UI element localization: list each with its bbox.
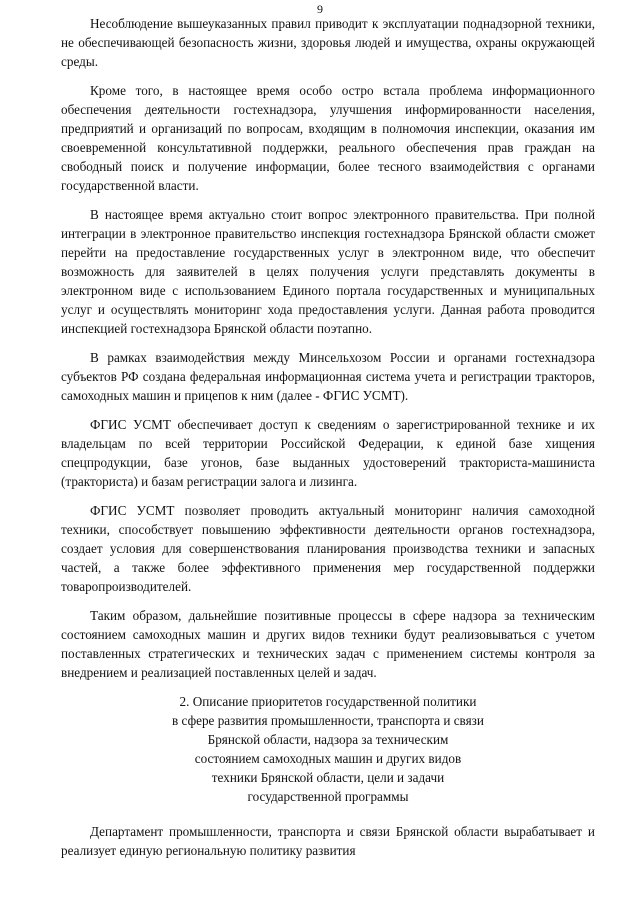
heading-line: в сфере развития промышленности, транспорта и связи xyxy=(172,713,484,728)
heading-line: 2. Описание приоритетов государственной политики xyxy=(179,694,477,709)
heading-line: государственной программы xyxy=(247,789,409,804)
page-number: 9 xyxy=(317,2,323,16)
paragraph-information-support: Кроме того, в настоящее время особо остро встала проблема информационного обеспечения деятельности гостехнадзора, улучшения информированности населения, предприятий и организаций по вопросам, входящим в полномочия инспекции, оказания им своевременной консультативной поддержки, реального обеспечения прав граждан на свободный поиск и получение информации, более тесного взаимодействия с органами государственной власти. xyxy=(61,83,595,193)
paragraph-fgis-monitoring: ФГИС УСМТ позволяет проводить актуальный мониторинг наличия самоходной техники, способствует повышению эффективности деятельности органов гостехнадзора, создает условия для совершенствования планирования производства техники и запасных частей, а также более эффективного применения мер государственной поддержки товаропроизводителей. xyxy=(61,503,595,594)
paragraph-fgis-access: ФГИС УСМТ обеспечивает доступ к сведениям о зарегистрированной технике и их владельцам по всей территории Российской Федерации, к единой базе хищения спецпродукции, базе угонов, базе выданных удостоверений тракториста-машиниста (тракториста) и базам регистрации залога и лизинга. xyxy=(61,417,595,489)
paragraph-e-government: В настоящее время актуально стоит вопрос электронного правительства. При полной интеграции в электронное правительство инспекция гостехнадзора Брянской области сможет перейти на предоставление государственных услуг в электронном виде, что обеспечит возможность для заявителей в целях получения услуги представлять документы в электронном виде с использованием Единого портала государственных и муниципальных услуг и осуществлять мониторинг хода предоставления услуги. Данная работа проводится инспекцией гостехнадзора Брянской области поэтапно. xyxy=(61,207,595,336)
heading-line: состоянием самоходных машин и других видов xyxy=(194,751,462,766)
paragraph-noncompliance: Несоблюдение вышеуказанных правил приводит к эксплуатации поднадзорной техники, не обеспечивающей безопасность жизни, здоровья людей и имущества, охраны окружающей среды. xyxy=(61,16,595,69)
heading-line: Брянской области, надзора за техническим xyxy=(207,732,449,747)
heading-line: техники Брянской области, цели и задачи xyxy=(211,770,445,785)
paragraph-conclusion: Таким образом, дальнейшие позитивные процессы в сфере надзора за техническим состоянием самоходных машин и других видов техники будут реализовываться с учетом поставленных стратегических и технических задач с применением системы контроля за внедрением и реализацией поставленных целей и задач. xyxy=(61,608,595,680)
paragraph-department: Департамент промышленности, транспорта и связи Брянской области вырабатывает и реализует единую региональную политику развития xyxy=(61,824,595,858)
paragraph-fgis-creation: В рамках взаимодействия между Минсельхозом России и органами гостехнадзора субъектов РФ создана федеральная информационная система учета и регистрации тракторов, самоходных машин и прицепов к ним (далее - ФГИС УСМТ). xyxy=(61,350,595,403)
document-body xyxy=(61,14,595,870)
section-heading xyxy=(61,692,595,806)
